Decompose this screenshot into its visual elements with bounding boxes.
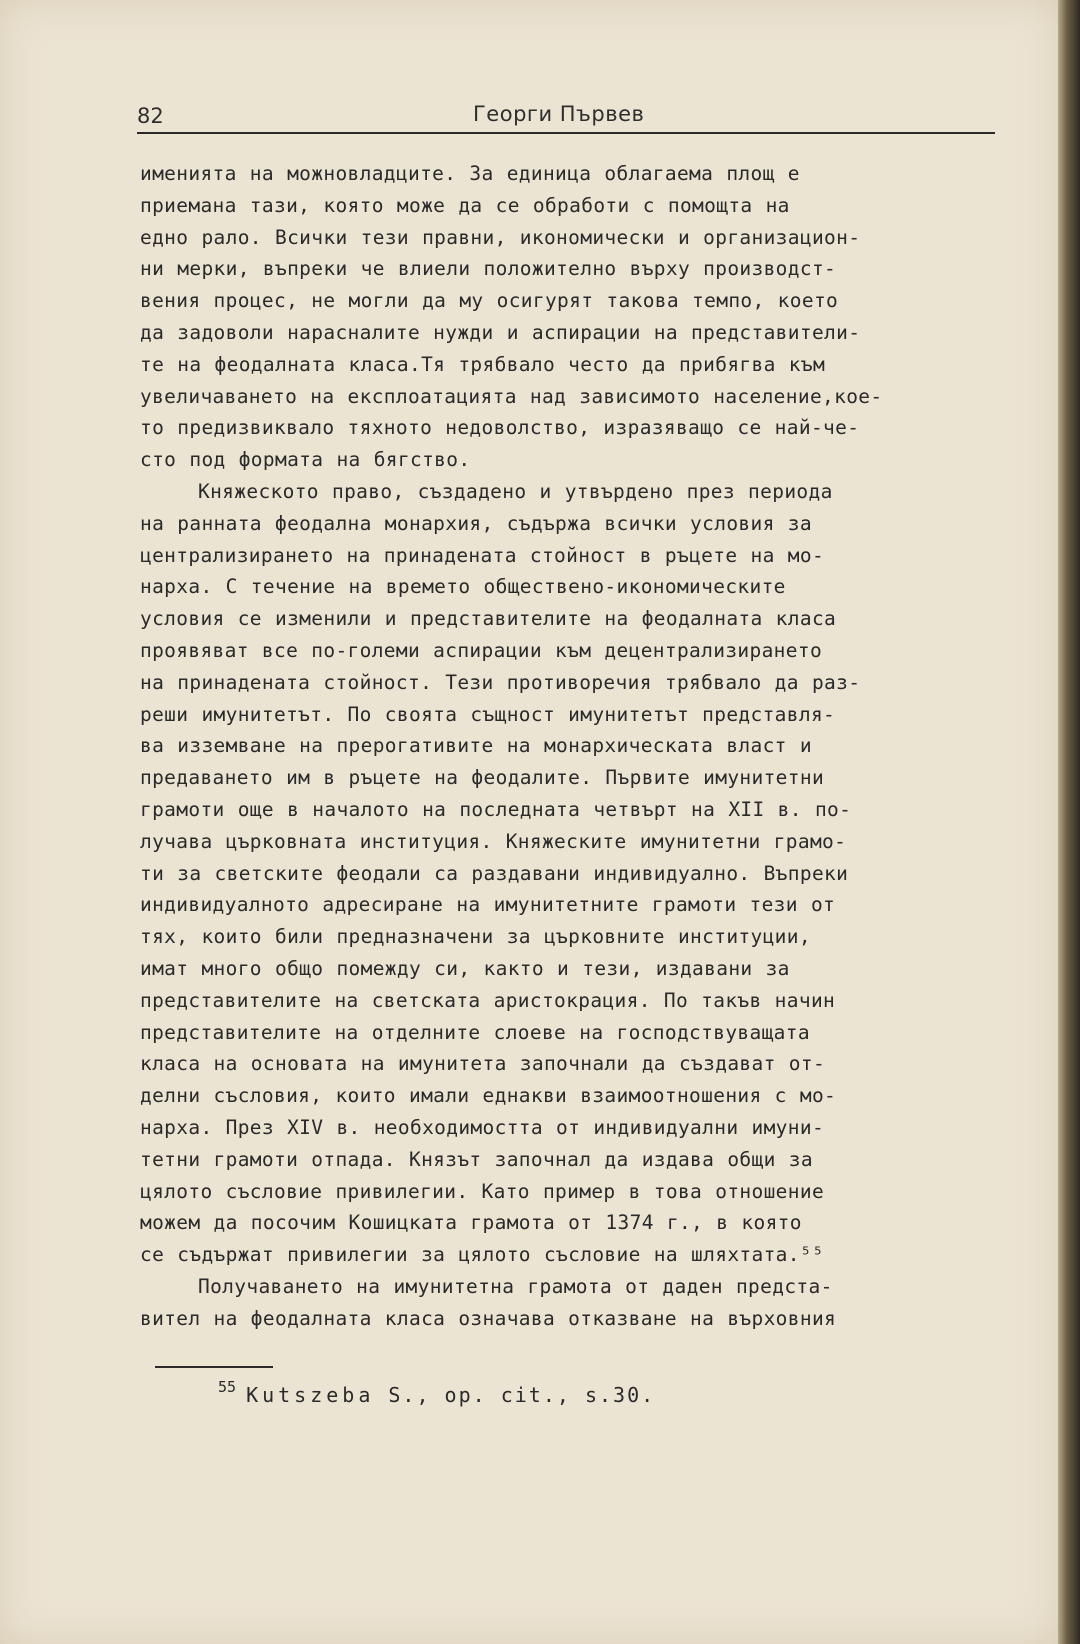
text-line: индивидуалното адресиране на имунитетните грамоти тези от — [140, 893, 836, 917]
text-line: цялото съсловие привилегии. Като пример в това отношение — [140, 1179, 825, 1203]
running-header-author: Георги Първев — [473, 102, 645, 126]
text-line: тях, които били предназначени за църковните институции, — [140, 925, 811, 949]
text-line: реши имунитетът. По своята същност имунитетът представля- — [140, 702, 836, 726]
text-line: представителите на светската аристокрация. По такъв начин — [140, 988, 836, 1012]
text-line: едно рало. Всички тези правни, икономически и организацион- — [140, 225, 861, 249]
text-line: класа на основата на имунитета започнали да създават от- — [140, 1052, 826, 1076]
text-line: условия се изменили и представителите на феодалната класа — [140, 607, 837, 631]
text-line: сто под формата на бягство. — [140, 448, 471, 472]
footnote-author: Kutszeba — [246, 1383, 375, 1407]
text-line: тетни грамоти отпада. Князът започнал да издава общи за — [140, 1147, 813, 1171]
page-number: 82 — [137, 104, 164, 128]
text-line: приемана тази, която може да се обработи с помощта на — [140, 193, 790, 217]
text-line: ти за светските феодали са раздавани индивидуално. Въпреки — [140, 861, 849, 885]
text-line: увеличаването на експлоатацията над зависимото население,кое- — [140, 384, 883, 408]
text-line: имат много общо помежду си, както и тези, издавани за — [140, 956, 790, 980]
footnote — [218, 1378, 655, 1407]
book-spine-edge — [1058, 0, 1080, 1644]
text-line: представителите на отделните слоеве на господствуващата — [140, 1020, 810, 1044]
body-text — [140, 158, 1000, 1334]
paragraph — [140, 158, 1000, 476]
footnote-text: S., op. cit., s.30. — [388, 1383, 656, 1407]
text-line: можем да посочим Кошицката грамота от 1374 г., в която — [140, 1211, 802, 1235]
text-line: се съдържат привилегии за цялото съсловие на шляхтата.⁵⁵ — [140, 1243, 825, 1267]
text-line: нарха. През XIV в. необходимостта от индивидуални имуни- — [140, 1115, 825, 1139]
text-line: ни мерки, въпреки че влиели положително върху производст- — [140, 257, 837, 281]
running-header — [137, 102, 995, 134]
text-line: именията на можновладците. За единица облагаема площ е — [140, 162, 800, 185]
paragraph — [140, 476, 1000, 1271]
text-line: централизирането на принадената стойност в ръцете на мо- — [140, 543, 825, 567]
text-line: на ранната феодална монархия, съдържа всички условия за — [140, 511, 812, 535]
text-line: ва изземване на прерогативите на монархическата власт и — [140, 734, 812, 758]
text-line: то предизвиквало тяхното недоволство, изразяващо се най-че- — [140, 416, 860, 440]
text-line: на принадената стойност. Тези противоречия трябвало да раз- — [140, 670, 861, 694]
text-line: грамоти още в началото на последната четвърт на XII в. по- — [140, 797, 852, 821]
footnote-divider — [155, 1366, 273, 1368]
text-line: те на феодалната класа.Тя трябвало често да прибягва към — [140, 352, 826, 376]
text-line: лучава църковната институция. Княжеските имунитетни грамо- — [140, 829, 847, 853]
text-line: вител на феодалната класа означава отказване на върховния — [140, 1306, 837, 1330]
text-line: проявяват все по-големи аспирации към децентрализирането — [140, 638, 823, 662]
text-line: предаването им в ръцете на феодалите. Първите имунитетни — [140, 766, 825, 790]
text-line: делни съсловия, които имали еднакви взаимоотношения с мо- — [140, 1084, 837, 1108]
text-line: Княжеското право, създадено и утвърдено през периода — [198, 479, 833, 503]
text-line: да задоволи нарасналите нужди и аспирации на представители- — [140, 320, 861, 344]
text-line: Получаването на имунитетна грамота от даден предста- — [198, 1274, 833, 1298]
text-line: вения процес, не могли да му осигурят такова темпо, което — [140, 289, 839, 313]
paragraph — [140, 1271, 1000, 1335]
footnote-marker: 55 — [218, 1378, 237, 1396]
text-line: нарха. С течение на времето обществено-икономическите — [140, 575, 786, 599]
